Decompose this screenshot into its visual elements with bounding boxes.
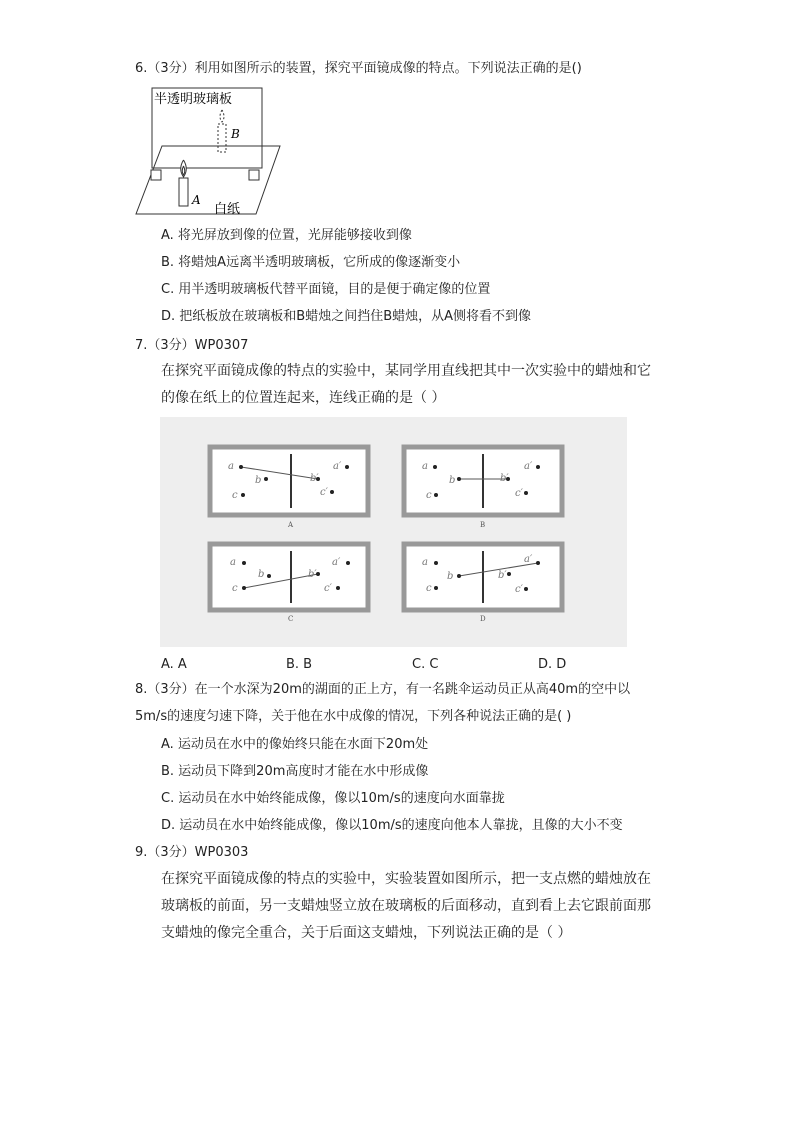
q7-header: 7.（3分）WP0307 (135, 338, 249, 353)
white-paper-label: 白纸 (214, 202, 241, 217)
panel-d (404, 544, 562, 623)
svg-text:b: b (258, 569, 265, 580)
q8-option-d: D. 运动员在水中始终能成像，像以10m/s的速度向他本人靠拢，且像的大小不变 (161, 818, 623, 833)
svg-text:c′: c′ (515, 488, 523, 499)
candle-b-label: B (231, 127, 240, 141)
q9-header: 9.（3分）WP0303 (135, 845, 249, 860)
svg-text:b′: b′ (310, 473, 319, 484)
q6-option-b: B. 将蜡烛A远离半透明玻璃板，它所成的像逐渐变小 (161, 255, 461, 270)
svg-text:c′: c′ (324, 583, 332, 594)
svg-text:D: D (480, 615, 486, 623)
svg-text:c′: c′ (320, 487, 328, 498)
svg-text:a′: a′ (333, 461, 342, 472)
panel-a (210, 447, 368, 529)
q6-option-d: D. 把纸板放在玻璃板和B蜡烛之间挡住B蜡烛，从A侧将看不到像 (161, 309, 532, 324)
svg-text:A: A (288, 521, 294, 529)
mirror-setup-diagram (134, 86, 284, 218)
svg-text:a: a (422, 557, 428, 568)
svg-text:c′: c′ (515, 584, 523, 595)
svg-text:c: c (426, 490, 432, 501)
q8-stem-line-2: 5m/s的速度匀速下降，关于他在水中成像的情况，下列各种说法正确的是( ) (135, 709, 572, 724)
q7-answer-b: B. B (286, 657, 313, 672)
panel-c (210, 544, 368, 623)
svg-text:b′: b′ (308, 569, 317, 580)
svg-text:a: a (228, 461, 234, 472)
q7-answer-c: C. C (412, 657, 439, 672)
q8-option-b: B. 运动员下降到20m高度时才能在水中形成像 (161, 764, 429, 779)
svg-text:a: a (422, 461, 428, 472)
q8-stem-line-1: 8.（3分）在一个水深为20m的湖面的正上方，有一名跳伞运动员正从高40m的空中以 (135, 682, 631, 697)
q7-stem-line-2: 的像在纸上的位置连起来，连线正确的是（ ） (161, 390, 446, 406)
svg-text:C: C (288, 615, 294, 623)
q6-option-c: C. 用半透明玻璃板代替平面镜，目的是便于确定像的位置 (161, 282, 491, 297)
glass-plate-label: 半透明玻璃板 (154, 92, 233, 107)
svg-text:b′: b′ (500, 473, 509, 484)
q7-options-photo (160, 417, 627, 647)
svg-text:b: b (447, 571, 454, 582)
svg-text:b: b (449, 475, 456, 486)
svg-text:a′: a′ (332, 557, 341, 568)
q7-stem-line-1: 在探究平面镜成像的特点的实验中，某同学用直线把其中一次实验中的蜡烛和它 (161, 363, 651, 379)
q8-option-c: C. 运动员在水中始终能成像，像以10m/s的速度向水面靠拢 (161, 791, 505, 806)
q7-answer-d: D. D (538, 657, 567, 672)
q9-stem-line-1: 在探究平面镜成像的特点的实验中，实验装置如图所示，把一支点燃的蜡烛放在 (161, 871, 651, 887)
candle-a-label: A (192, 193, 201, 207)
svg-text:b′: b′ (498, 570, 507, 581)
q7-answer-a: A. A (161, 657, 187, 672)
q6-option-a: A. 将光屏放到像的位置，光屏能够接收到像 (161, 228, 412, 243)
q7-panels-svg (160, 417, 627, 647)
svg-text:b: b (255, 475, 262, 486)
q9-stem-line-3: 支蜡烛的像完全重合，关于后面这支蜡烛，下列说法正确的是（ ） (161, 925, 572, 941)
panel-b (404, 447, 562, 529)
svg-text:a′: a′ (524, 461, 533, 472)
q6-stem: 6.（3分）利用如图所示的装置，探究平面镜成像的特点。下列说法正确的是() (135, 61, 582, 76)
q8-option-a: A. 运动员在水中的像始终只能在水面下20m处 (161, 737, 429, 752)
svg-text:c: c (232, 490, 238, 501)
svg-text:B: B (480, 521, 486, 529)
svg-text:a: a (230, 557, 236, 568)
svg-text:a′: a′ (524, 554, 533, 565)
svg-text:c: c (426, 583, 432, 594)
svg-text:c: c (232, 583, 238, 594)
q9-stem-line-2: 玻璃板的前面，另一支蜡烛竖立放在玻璃板的后面移动，直到看上去它跟前面那 (161, 898, 651, 914)
